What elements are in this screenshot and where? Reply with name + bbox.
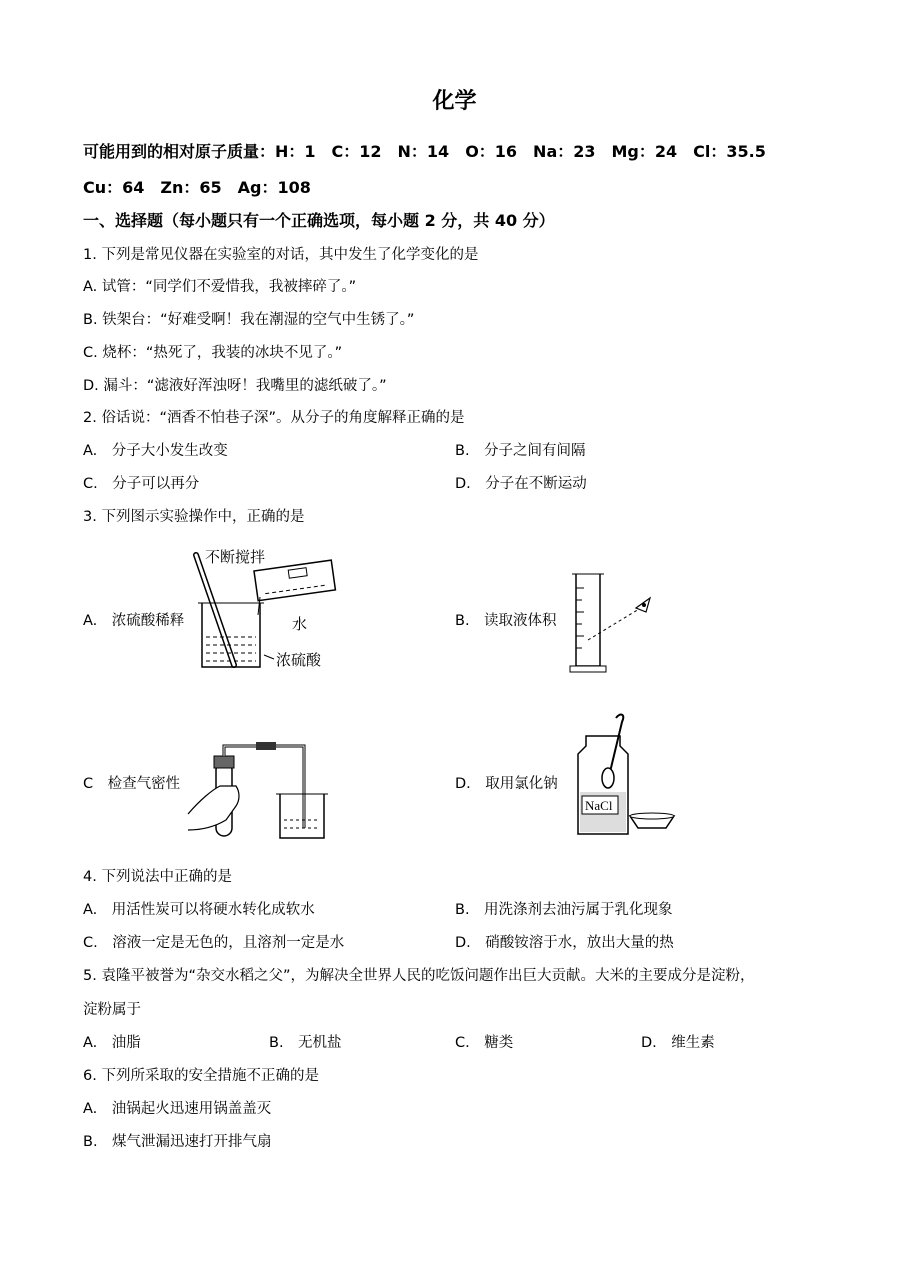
q2-option-c: C. 分子可以再分: [83, 476, 200, 492]
q5-stem-line1: 5. 袁隆平被誉为“杂交水稻之父”，为解决全世界人民的吃饭问题作出巨大贡献。大米的主要成分是淀粉，: [83, 968, 755, 984]
q4-option-d: D. 硝酸铵溶于水，放出大量的热: [455, 935, 674, 951]
q4-option-b: B. 用洗涤剂去油污属于乳化现象: [455, 902, 673, 918]
q3-option-c: C 检查气密性: [83, 776, 181, 792]
q5-option-a: A. 油脂: [83, 1035, 141, 1051]
q5-option-c: C. 糖类: [455, 1035, 514, 1051]
q1-stem: 1. 下列是常见仪器在实验室的对话，其中发生了化学变化的是: [83, 247, 479, 263]
figure-acid-dilution: [188, 545, 348, 675]
q6-stem: 6. 下列所采取的安全措施不正确的是: [83, 1068, 319, 1084]
q4-option-c: C. 溶液一定是无色的，且溶剂一定是水: [83, 935, 345, 951]
section-heading: 一、选择题（每小题只有一个正确选项，每小题 2 分，共 40 分）: [83, 211, 555, 230]
q3-option-b: B. 读取液体积: [455, 613, 557, 629]
figure-airtightness: [186, 740, 336, 844]
q3-option-a: A. 浓硫酸稀释: [83, 613, 185, 629]
q6-option-a: A. 油锅起火迅速用锅盖盖灭: [83, 1101, 272, 1117]
q3-option-d: D. 取用氯化钠: [455, 776, 558, 792]
q5-stem-line2: 淀粉属于: [83, 1002, 141, 1018]
q3-stem: 3. 下列图示实验操作中，正确的是: [83, 509, 305, 525]
fig-a-water-label: 水: [292, 615, 308, 633]
q2-option-a: A. 分子大小发生改变: [83, 443, 228, 459]
fig-d-nacl-label: NaCl: [585, 798, 613, 813]
atomic-masses-line2: Cu：64 Zn：65 Ag：108: [83, 178, 311, 197]
q1-option-b: B. 铁架台：“好难受啊！我在潮湿的空气中生锈了。”: [83, 312, 415, 328]
q1-option-d: D. 漏斗：“滤液好浑浊呀！我嘴里的滤纸破了。”: [83, 378, 387, 394]
q1-option-a: A. 试管：“同学们不爱惜我，我被摔碎了。”: [83, 279, 357, 295]
q5-option-d: D. 维生素: [641, 1035, 715, 1051]
q2-option-b: B. 分子之间有间隔: [455, 443, 586, 459]
q1-option-c: C. 烧杯：“热死了，我装的冰块不见了。”: [83, 345, 343, 361]
q2-option-d: D. 分子在不断运动: [455, 476, 587, 492]
fig-a-stir-label: 不断搅拌: [205, 548, 266, 566]
fig-a-acid-label: 浓硫酸: [276, 651, 322, 669]
atomic-masses-line1: 可能用到的相对原子质量：H：1 C：12 N：14 O：16 Na：23 Mg：24 Cl：35.5: [83, 142, 766, 161]
figure-take-nacl: [568, 712, 688, 842]
q4-option-a: A. 用活性炭可以将硬水转化成软水: [83, 902, 315, 918]
q5-option-b: B. 无机盐: [269, 1035, 342, 1051]
figure-read-volume: [560, 568, 660, 678]
q2-stem: 2. 俗话说：“酒香不怕巷子深”。从分子的角度解释正确的是: [83, 410, 465, 426]
page-title: 化学: [432, 89, 477, 114]
q4-stem: 4. 下列说法中正确的是: [83, 869, 232, 885]
q6-option-b: B. 煤气泄漏迅速打开排气扇: [83, 1134, 272, 1150]
